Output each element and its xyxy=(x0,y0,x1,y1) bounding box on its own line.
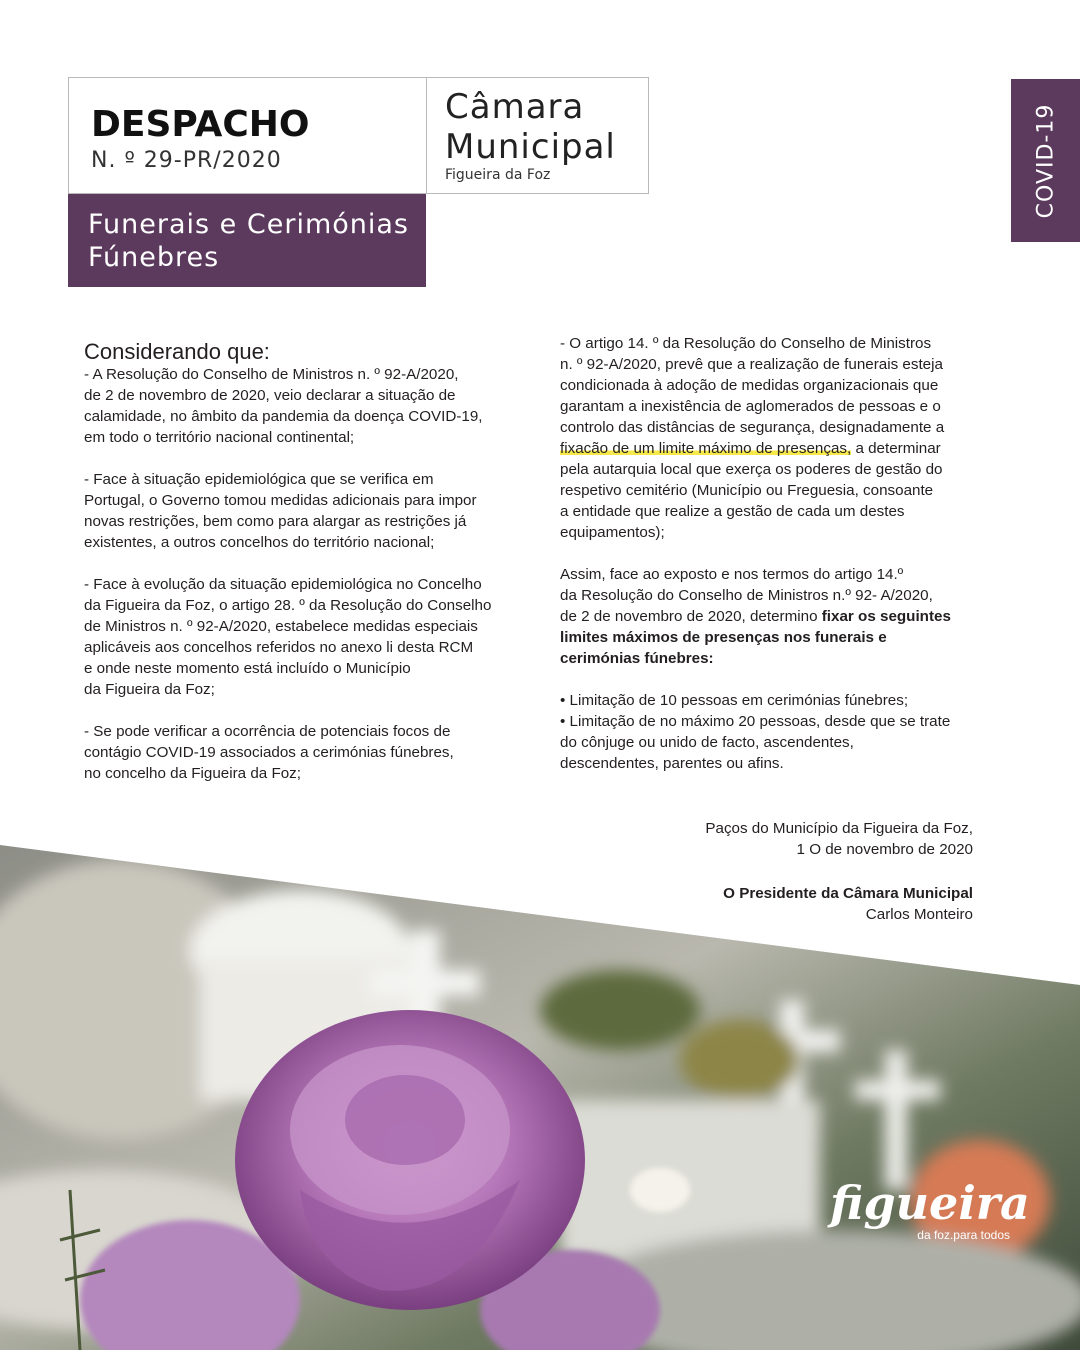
camara-line-2: Municipal xyxy=(445,127,616,167)
right-p2-bold: fixar os seguintes limites máximos de presenças nos funerais e cerimónias fúnebres: xyxy=(560,608,951,667)
left-paragraph-2: - Face à situação epidemiológica que se verifica em Portugal, o Governo tomou medidas adicionais para impor novas restrições, bem como para alargar as restrições já existentes, a outros concelhos do território nacional; xyxy=(84,471,477,551)
camara-line-1: Câmara xyxy=(445,87,585,127)
right-paragraph-2 xyxy=(560,564,980,669)
camara-location: Figueira da Foz xyxy=(445,167,551,183)
closing-place: Paços do Município da Figueira da Foz, xyxy=(705,820,973,837)
topic-line-2: Fúnebres xyxy=(88,242,220,273)
despacho-title: DESPACHO xyxy=(91,104,310,145)
bullet-item-2: • Limitação de no máximo 20 pessoas, desde que se trate do cônjuge ou unido de facto, ascendentes, descendentes, parentes ou afins. xyxy=(560,713,951,772)
left-paragraph-4: - Se pode verificar a ocorrência de potenciais focos de contágio COVID-19 associados a cerimónias fúnebres, no concelho da Figueira da Foz; xyxy=(84,723,454,782)
right-paragraph-1 xyxy=(560,333,980,543)
right-p2-text: Assim, face ao exposto e nos termos do artigo 14.º da Resolução do Conselho de Ministros n.º 92- A/2020, de 2 de novembro de 2020, determino xyxy=(560,566,933,625)
highlighted-phrase: fixacão de um limite máximo de presenças, xyxy=(560,440,852,457)
left-paragraph-1: - A Resolução do Conselho de Ministros n. º 92-A/2020, de 2 de novembro de 2020, veio declarar a situação de calamidade, no âmbito da pandemia da doença COVID-19, em todo o território nacional continental; xyxy=(84,366,483,446)
logo-wordmark: figueira xyxy=(830,1176,1030,1230)
closing-place-date xyxy=(705,818,973,860)
logo-tagline: da foz.para todos xyxy=(917,1228,1010,1242)
signer-name: Carlos Monteiro xyxy=(865,906,973,923)
figueira-logo xyxy=(830,1176,1030,1242)
signature-block xyxy=(723,883,973,925)
right-p1-text-b: a determinar pela autarquia local que exerça os poderes de gestão do respetivo cemitério (Município ou Freguesia, consoante a entidade que realize a gestão de cada um destes equipamentos); xyxy=(560,440,943,541)
closing-date: 1 O de novembro de 2020 xyxy=(796,841,973,858)
despacho-number: N. º 29-PR/2020 xyxy=(91,148,282,173)
left-paragraph-3: - Face à evolução da situação epidemiológica no Concelho da Figueira da Foz, o artigo 28. º da Resolução do Conselho de Ministros n. º 92-A/2020, estabelece medidas especiais aplicáveis aos concelhos referidos no anexo li desta RCM e onde neste momento está incluído o Município da Figueira da Foz; xyxy=(84,576,492,698)
right-column xyxy=(560,333,980,774)
left-column xyxy=(84,340,524,805)
considerando-lead: Considerando que: xyxy=(84,339,270,364)
right-p1-text-a: - O artigo 14. º da Resolução do Conselho de Ministros n. º 92-A/2020, prevê que a realização de funerais esteja condicionada à adoção de medidas organizacionais que garantam a inexistência de aglomerados de pessoas e o controlo das distâncias de segurança, designadamente a xyxy=(560,335,945,436)
topic-line-1: Funerais e Cerimónias xyxy=(88,209,409,240)
bullet-list xyxy=(560,690,980,774)
bullet-item-1: • Limitação de 10 pessoas em cerimónias fúnebres; xyxy=(560,692,909,709)
covid-tab-label: COVID-19 xyxy=(1033,103,1058,218)
signer-title: O Presidente da Câmara Municipal xyxy=(723,885,973,902)
